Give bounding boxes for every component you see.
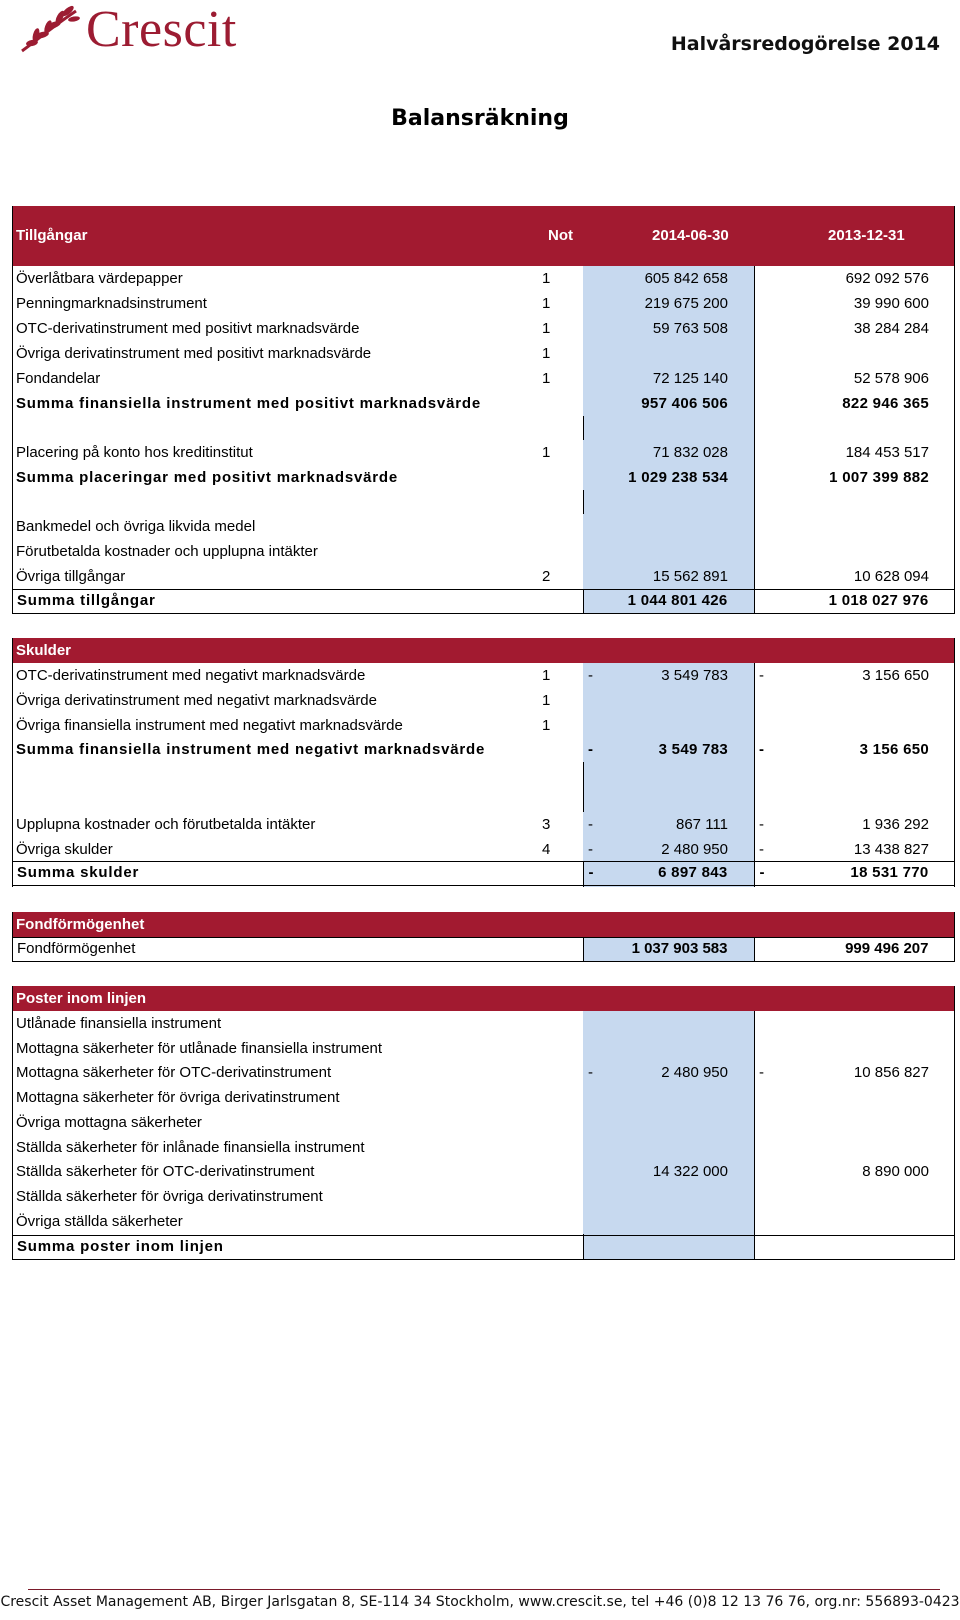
value-cell-1 xyxy=(583,1110,754,1135)
row-note: 1 xyxy=(542,444,551,461)
table-row xyxy=(12,713,955,738)
not-column-header: Not xyxy=(548,227,573,244)
row-label: Mottagna säkerheter för utlånade finansiella instrument xyxy=(16,1040,383,1057)
date-column-1-header: 2014-06-30 xyxy=(652,227,729,244)
value-cell-1 xyxy=(583,1209,754,1234)
table-row xyxy=(12,1011,955,1036)
row-label: Övriga tillgångar xyxy=(16,568,126,585)
value-cell-1 xyxy=(583,590,754,613)
total-row xyxy=(12,737,955,762)
value-cell-1 xyxy=(583,737,754,762)
value-cell-1 xyxy=(583,713,754,738)
sign: - xyxy=(588,741,594,758)
value-cell-2 xyxy=(754,938,955,961)
value-cell-2 xyxy=(754,1060,955,1085)
row-label: Mottagna säkerheter för övriga derivatinstrument xyxy=(16,1089,340,1106)
laurel-branch-icon xyxy=(18,5,82,55)
row-label: Summa finansiella instrument med negativt marknadsvärde xyxy=(16,741,486,758)
value: 14 322 000 xyxy=(652,1163,728,1180)
value: 1 018 027 976 xyxy=(828,592,929,609)
value-cell-1 xyxy=(583,341,754,366)
table-row xyxy=(12,564,955,589)
table-row xyxy=(12,1085,955,1110)
value-cell-2 xyxy=(754,688,955,713)
row-note: 4 xyxy=(542,841,551,858)
footer-divider xyxy=(28,1589,940,1590)
value-cell-2 xyxy=(754,1236,955,1259)
value-cell-2 xyxy=(754,539,955,564)
sign: - xyxy=(759,667,764,684)
value-cell-2 xyxy=(754,1085,955,1110)
value: 8 890 000 xyxy=(862,1163,929,1180)
table-row xyxy=(12,316,955,341)
row-label: Ställda säkerheter för inlånade finansiella instrument xyxy=(16,1139,365,1156)
row-label: Fondförmögenhet xyxy=(17,940,136,957)
sign: - xyxy=(759,841,764,858)
value: 71 832 028 xyxy=(652,444,728,461)
row-label: OTC-derivatinstrument med positivt marknadsvärde xyxy=(16,320,360,337)
row-label: Övriga derivatinstrument med negativt marknadsvärde xyxy=(16,692,377,709)
row-note: 1 xyxy=(542,717,551,734)
row-label: Ställda säkerheter för OTC-derivatinstrument xyxy=(16,1163,315,1180)
row-label: Överlåtbara värdepapper xyxy=(16,270,183,287)
table-row xyxy=(12,688,955,713)
row-label: Summa poster inom linjen xyxy=(17,1238,224,1255)
table-row xyxy=(12,539,955,564)
date-column-2-header: 2013-12-31 xyxy=(828,227,905,244)
total-row xyxy=(12,1235,955,1260)
value: 13 438 827 xyxy=(853,841,929,858)
table-row xyxy=(12,1110,955,1135)
table-row xyxy=(12,440,955,465)
value-cell-1 xyxy=(583,564,754,589)
row-label: Mottagna säkerheter för OTC-derivatinstrument xyxy=(16,1064,332,1081)
value-cell-1 xyxy=(583,465,754,490)
value-cell-2 xyxy=(754,514,955,539)
table-row xyxy=(12,1159,955,1184)
value: 10 628 094 xyxy=(853,568,929,585)
value-cell-1 xyxy=(583,663,754,688)
value: 1 044 801 426 xyxy=(627,592,728,609)
value-cell-1 xyxy=(583,391,754,416)
liabilities-title: Skulder xyxy=(16,642,72,659)
row-note: 2 xyxy=(542,568,551,585)
value: 3 156 650 xyxy=(859,741,929,758)
value-cell-1 xyxy=(583,1159,754,1184)
value: 184 453 517 xyxy=(845,444,929,461)
row-label: OTC-derivatinstrument med negativt marknadsvärde xyxy=(16,667,366,684)
total-row xyxy=(12,465,955,490)
table-row xyxy=(12,663,955,688)
row-label: Bankmedel och övriga likvida medel xyxy=(16,518,256,535)
value-cell-2 xyxy=(754,341,955,366)
fund-header xyxy=(12,912,955,937)
value-cell-2 xyxy=(754,737,955,762)
row-label: Övriga ställda säkerheter xyxy=(16,1213,183,1230)
value-cell-2 xyxy=(754,812,955,837)
value-cell-1 xyxy=(583,1085,754,1110)
value-cell-2 xyxy=(754,1209,955,1234)
row-label: Förutbetalda kostnader och upplupna intäkter xyxy=(16,543,318,560)
value: 3 156 650 xyxy=(862,667,929,684)
sign: - xyxy=(759,741,765,758)
value-cell-1 xyxy=(583,1036,754,1061)
table-row xyxy=(12,837,955,862)
value: 6 897 843 xyxy=(658,864,728,881)
sign: - xyxy=(588,667,593,684)
total-row xyxy=(12,861,955,886)
row-label: Övriga finansiella instrument med negativt marknadsvärde xyxy=(16,717,403,734)
sign: - xyxy=(759,816,764,833)
value-cell-2 xyxy=(754,391,955,416)
value-cell-1 xyxy=(583,539,754,564)
row-note: 1 xyxy=(542,667,551,684)
row-note: 1 xyxy=(542,270,551,287)
row-note: 3 xyxy=(542,816,551,833)
value-cell-1 xyxy=(583,291,754,316)
assets-header xyxy=(12,206,955,266)
value: 3 549 783 xyxy=(661,667,728,684)
value: 59 763 508 xyxy=(652,320,728,337)
value-cell-2 xyxy=(754,465,955,490)
value: 18 531 770 xyxy=(850,864,929,881)
table-row xyxy=(12,366,955,391)
row-label: Fondandelar xyxy=(16,370,101,387)
value: 2 480 950 xyxy=(661,841,728,858)
table-row xyxy=(12,812,955,837)
table-row xyxy=(12,1135,955,1160)
liabilities-header xyxy=(12,638,955,663)
value-cell-2 xyxy=(754,266,955,291)
row-label: Utlånade finansiella instrument xyxy=(16,1015,222,1032)
row-label: Placering på konto hos kreditinstitut xyxy=(16,444,253,461)
report-title: Halvårsredogörelse 2014 xyxy=(670,33,940,55)
table-row xyxy=(12,341,955,366)
fund-row xyxy=(12,937,955,962)
value-cell-1 xyxy=(583,1060,754,1085)
value-cell-1 xyxy=(583,514,754,539)
value: 2 480 950 xyxy=(661,1064,728,1081)
value-cell-2 xyxy=(754,564,955,589)
value-cell-1 xyxy=(583,316,754,341)
sign: - xyxy=(759,864,765,881)
row-label: Övriga derivatinstrument med positivt marknadsvärde xyxy=(16,345,372,362)
value-cell-1 xyxy=(583,1236,754,1259)
sign: - xyxy=(588,1064,593,1081)
row-note: 1 xyxy=(542,295,551,312)
value-cell-2 xyxy=(754,713,955,738)
row-label: Summa finansiella instrument med positivt marknadsvärde xyxy=(16,395,481,412)
value-cell-2 xyxy=(754,316,955,341)
value-cell-1 xyxy=(583,837,754,862)
value-cell-2 xyxy=(754,1184,955,1209)
row-note: 1 xyxy=(542,370,551,387)
row-label: Upplupna kostnader och förutbetalda intäkter xyxy=(16,816,316,833)
row-label: Summa tillgångar xyxy=(17,592,156,609)
value: 3 549 783 xyxy=(658,741,728,758)
value-cell-1 xyxy=(583,812,754,837)
sign: - xyxy=(588,841,593,858)
total-row xyxy=(12,391,955,416)
value-cell-2 xyxy=(754,366,955,391)
assets-title: Tillgångar xyxy=(16,227,88,244)
value-cell-2 xyxy=(754,1011,955,1036)
value-cell-1 xyxy=(583,1011,754,1036)
value: 52 578 906 xyxy=(853,370,929,387)
value-cell-1 xyxy=(583,440,754,465)
crescit-logo xyxy=(18,2,237,58)
table-row xyxy=(12,291,955,316)
row-label: Ställda säkerheter för övriga derivatinstrument xyxy=(16,1188,323,1205)
value: 38 284 284 xyxy=(853,320,929,337)
logo-text: Crescit xyxy=(86,1,237,58)
table-row xyxy=(12,1036,955,1061)
table-row xyxy=(12,1060,955,1085)
value: 957 406 506 xyxy=(641,395,728,412)
value-cell-1 xyxy=(583,938,754,961)
table-row xyxy=(12,514,955,539)
value-cell-2 xyxy=(754,1159,955,1184)
value: 72 125 140 xyxy=(652,370,728,387)
value: 39 990 600 xyxy=(853,295,929,312)
fund-title: Fondförmögenhet xyxy=(16,916,145,933)
value-cell-2 xyxy=(754,837,955,862)
value-cell-2 xyxy=(754,1110,955,1135)
value: 867 111 xyxy=(676,816,728,833)
value: 1 037 903 583 xyxy=(631,940,728,957)
value-cell-1 xyxy=(583,1135,754,1160)
row-label: Övriga mottagna säkerheter xyxy=(16,1114,202,1131)
value-cell-2 xyxy=(754,440,955,465)
value-cell-2 xyxy=(754,590,955,613)
row-label: Summa skulder xyxy=(17,864,140,881)
value: 1 007 399 882 xyxy=(829,469,929,486)
value: 10 856 827 xyxy=(853,1064,929,1081)
sign: - xyxy=(588,864,594,881)
value-cell-2 xyxy=(754,663,955,688)
value: 1 029 238 534 xyxy=(628,469,728,486)
total-row xyxy=(12,589,955,614)
value-cell-2 xyxy=(754,1036,955,1061)
value-cell-1 xyxy=(583,266,754,291)
page-title: Balansräkning xyxy=(391,106,569,131)
offbalance-header xyxy=(12,986,955,1011)
row-label: Penningmarknadsinstrument xyxy=(16,295,207,312)
offbalance-title: Poster inom linjen xyxy=(16,990,147,1007)
row-note: 1 xyxy=(542,692,551,709)
value: 1 936 292 xyxy=(862,816,929,833)
table-row xyxy=(12,1184,955,1209)
value: 692 092 576 xyxy=(845,270,929,287)
row-label: Övriga skulder xyxy=(16,841,113,858)
value-cell-1 xyxy=(583,1184,754,1209)
value: 999 496 207 xyxy=(845,940,929,957)
value: 822 946 365 xyxy=(842,395,929,412)
footer: Crescit Asset Management AB, Birger Jarlsgatan 8, SE-114 34 Stockholm, www.crescit.se, tel +46 (0)8 12 13 76 76, org.nr: 556893-0423 xyxy=(0,1594,960,1610)
table-row xyxy=(12,1209,955,1234)
sign: - xyxy=(759,1064,764,1081)
value: 15 562 891 xyxy=(652,568,728,585)
table-row xyxy=(12,266,955,291)
value-cell-1 xyxy=(583,366,754,391)
value: 605 842 658 xyxy=(644,270,728,287)
value-cell-2 xyxy=(754,862,955,885)
sign: - xyxy=(588,816,593,833)
value-cell-1 xyxy=(583,688,754,713)
row-note: 1 xyxy=(542,345,551,362)
value-cell-2 xyxy=(754,1135,955,1160)
value: 219 675 200 xyxy=(644,295,728,312)
value-cell-2 xyxy=(754,291,955,316)
row-note: 1 xyxy=(542,320,551,337)
value-cell-1 xyxy=(583,862,754,885)
row-label: Summa placeringar med positivt marknadsvärde xyxy=(16,469,398,486)
